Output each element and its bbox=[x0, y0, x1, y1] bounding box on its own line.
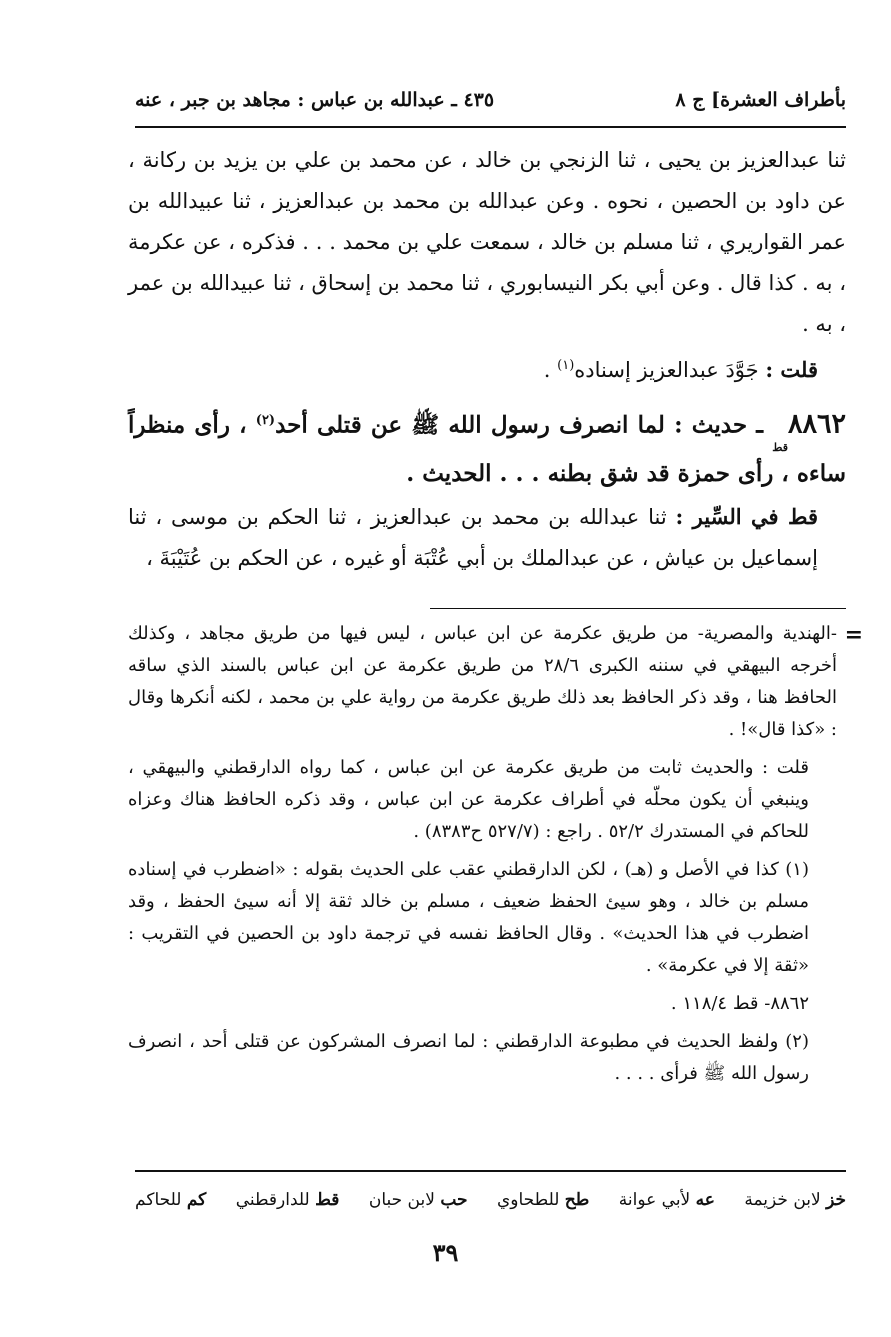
footnotes bbox=[128, 618, 837, 1096]
legend-item: طح للطحاوي bbox=[496, 1190, 590, 1210]
hadith-number: ٨٨٦٢ bbox=[787, 408, 846, 440]
header-volume-title: بأطراف العشرة] ج ٨ bbox=[675, 89, 846, 111]
source-label: قط في السِّير : bbox=[675, 503, 818, 529]
footnote-source: ٨٨٦٢- قط ١١٨/٤ . bbox=[670, 993, 809, 1014]
footnote-ref-2: (٢) bbox=[255, 413, 276, 428]
source-text: ثنا عبدالله بن محمد بن عبدالعزيز ، ثنا الحكم بن موسى ، ثنا إسماعيل بن عياش ، عن عبدالملك بن أبي عُتْبَة أو غيره ، عن الحكم بن عُتَيْبَةَ ، bbox=[128, 504, 818, 570]
abbreviation-legend bbox=[135, 1180, 846, 1220]
author-comment bbox=[128, 345, 846, 391]
running-header bbox=[135, 80, 846, 120]
hadith-text-a: ـ حديث : لما انصرف رسول الله ﷺ عن قتلى أحد bbox=[275, 411, 764, 439]
comment-label: قلت : bbox=[765, 357, 818, 382]
header-rule bbox=[135, 126, 846, 128]
hadith-text-b: ، رأى منظراً ساءه ، رأى حمزة قد شق بطنه . . . الحديث . bbox=[128, 411, 846, 487]
comment-end: . bbox=[543, 358, 558, 382]
legend-item: خز لابن خزيمة bbox=[744, 1190, 846, 1210]
legend-item: عه لأبي عوانة bbox=[618, 1190, 715, 1210]
chain-paragraph: ثنا عبدالعزيز بن يحيى ، ثنا الزنجي بن خالد ، عن محمد بن علي بن يزيد بن ركانة ، عن داود بن الحصين ، نحوه . وعن عبدالله بن محمد بن عبدالعزيز ، ثنا عبيدالله بن عمر القواريري ، ثنا مسلم بن خالد ، سمعت علي بن محمد . . . فذكره ، عن عكرمة ، به . كذا قال . وعن أبي بكر النيسابوري ، ثنا محمد بن إسحاق ، ثنا عبيدالله بن عمر ، به . bbox=[128, 148, 846, 336]
page-number: ٣٩ bbox=[432, 1238, 459, 1267]
footnote-2: (٢) ولفظ الحديث في مطبوعة الدارقطني : لما انصرف المشركون عن قتلى أحد ، انصرف رسول الله ﷺ فرأى . . . . bbox=[128, 1031, 809, 1084]
footnote-comment: قلت : والحديث ثابت من طريق عكرمة عن ابن عباس ، كما رواه الدارقطني والبيهقي ، وينبغي أن يكون محلّه في أطراف عكرمة عن ابن عباس ، وقد ذكره الحافظ هناك وعزاه للحاكم في المستدرك ٥٢/٢ . راجع : (٥٢٧/٧ ح٨٣٨٣) . bbox=[128, 757, 809, 842]
legend-item: كم للحاكم bbox=[135, 1190, 207, 1210]
main-text bbox=[128, 140, 846, 579]
hadith-siglum: قط bbox=[772, 440, 788, 454]
source-paragraph bbox=[128, 496, 846, 579]
footnote-continued: -الهندية والمصرية- من طريق عكرمة عن ابن عباس ، ليس فيها من طريق مجاهد ، وكذلك أخرجه البيهقي في سننه الكبرى ٢٨/٦ من طريق عكرمة عن ابن عباس بالسند الذي ساقه الحافظ هنا ، وقد ذكر الحافظ بعد ذلك طريق عكرمة من رواية علي بن محمد ، لكنه أنكرها وقال : «كذا قال»! . bbox=[128, 623, 837, 740]
footnote-rule bbox=[430, 608, 846, 609]
footnote-1: (١) كذا في الأصل و (هـ) ، لكن الدارقطني عقب على الحديث بقوله : «اضطرب في إسناده مسلم بن خالد ، وهو سيئ الحفظ ضعيف ، مسلم بن خالد ثقة إلا أنه سيئ الحفظ ، وقد اضطرب في هذا الحديث» . وقال الحافظ نفسه في ترجمة داود بن الحصين في التقريب : «ثقة إلا في عكرمة» . bbox=[128, 859, 809, 976]
legend-item: قط للدارقطني bbox=[235, 1190, 340, 1210]
comment-text: جَوَّدَ عبدالعزيز إسناده bbox=[574, 358, 759, 382]
header-section-title: ٤٣٥ ـ عبدالله بن عباس : مجاهد بن جبر ، عنه bbox=[135, 89, 495, 111]
legend-item: حب لابن حبان bbox=[368, 1190, 468, 1210]
continuation-mark: = bbox=[844, 622, 863, 648]
legend-rule bbox=[135, 1170, 846, 1172]
hadith-entry bbox=[128, 399, 846, 496]
footnote-ref-1: (١) bbox=[557, 358, 575, 373]
